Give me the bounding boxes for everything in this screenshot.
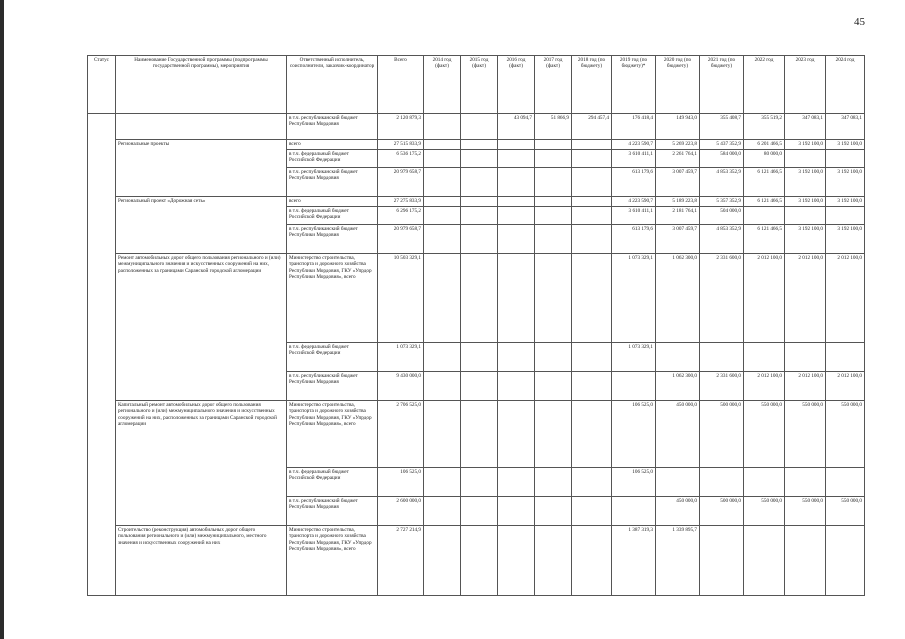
- year-cell: 149 943,0: [656, 114, 700, 140]
- year-cell: 5 357 352,9: [700, 197, 744, 207]
- responsible-cell: в т.ч. федеральный бюджет Российской Федерации: [287, 343, 378, 372]
- program-cell: Региональные проекты: [116, 140, 287, 197]
- year-cell: [535, 372, 572, 401]
- page-number: 45: [854, 16, 865, 28]
- year-cell: [498, 197, 535, 207]
- year-cell: [424, 401, 461, 468]
- total-cell: 2 600 000,0: [378, 497, 424, 526]
- year-cell: [572, 150, 612, 168]
- year-cell: 1 062 300,0: [656, 372, 700, 401]
- year-cell: [572, 526, 612, 596]
- year-cell: [424, 468, 461, 497]
- header-2024: 2024 год: [826, 56, 865, 114]
- year-cell: 1 062 300,0: [656, 254, 700, 343]
- year-cell: [535, 497, 572, 526]
- total-cell: 10 503 329,1: [378, 254, 424, 343]
- year-cell: [785, 150, 826, 168]
- year-cell: [535, 225, 572, 254]
- table-row: [88, 254, 865, 343]
- year-cell: [535, 526, 572, 596]
- year-cell: [424, 114, 461, 140]
- year-cell: [700, 468, 744, 497]
- year-cell: 3 192 100,0: [785, 225, 826, 254]
- program-cell: Строительство (реконструкция) автомобильных дорог общего пользования регионального и (или) межмуниципального, местного значения и искусственных сооружений на них: [116, 526, 287, 596]
- responsible-cell: Министерство строительства, транспорта и дорожного хозяйства Республики Мордовия, ГКУ «Упрдор Республики Мордовия», всего: [287, 254, 378, 343]
- responsible-cell: всего: [287, 140, 378, 150]
- year-cell: 6 121 466,5: [744, 168, 785, 197]
- table-row: [88, 401, 865, 468]
- year-cell: 4 223 590,7: [612, 197, 656, 207]
- year-cell: 3 192 100,0: [826, 197, 865, 207]
- header-2015: 2015 год (факт): [461, 56, 498, 114]
- year-cell: 6 121 466,5: [744, 197, 785, 207]
- year-cell: 3 610 411,1: [612, 207, 656, 225]
- year-cell: 176 418,4: [612, 114, 656, 140]
- year-cell: 2 181 764,1: [656, 207, 700, 225]
- budget-table: [87, 55, 865, 596]
- year-cell: [535, 168, 572, 197]
- year-cell: 294 457,4: [572, 114, 612, 140]
- year-cell: [744, 468, 785, 497]
- year-cell: [572, 140, 612, 150]
- program-cell: Региональный проект «Дорожная сеть»: [116, 197, 287, 254]
- table-body: [88, 114, 865, 596]
- table-row: [88, 197, 865, 207]
- year-cell: 3 192 100,0: [785, 140, 826, 150]
- year-cell: 504 000,0: [700, 207, 744, 225]
- header-status: Статус: [88, 56, 116, 114]
- year-cell: [612, 372, 656, 401]
- year-cell: 3 192 100,0: [785, 168, 826, 197]
- year-cell: [498, 168, 535, 197]
- year-cell: [498, 526, 535, 596]
- year-cell: [572, 207, 612, 225]
- header-2020: 2020 год (по бюджету): [656, 56, 700, 114]
- year-cell: [535, 150, 572, 168]
- year-cell: [744, 207, 785, 225]
- program-cell: [116, 114, 287, 140]
- responsible-cell: в т.ч. республиканский бюджет Республики Мордовия: [287, 225, 378, 254]
- year-cell: 584 000,0: [700, 150, 744, 168]
- year-cell: [461, 497, 498, 526]
- table-row: [88, 526, 865, 596]
- header-2021: 2021 год (по бюджету): [700, 56, 744, 114]
- total-cell: 2 706 525,0: [378, 401, 424, 468]
- year-cell: 500 000,0: [700, 497, 744, 526]
- header-2014: 2014 год (факт): [424, 56, 461, 114]
- year-cell: [700, 526, 744, 596]
- responsible-cell: в т.ч. республиканский бюджет Республики Мордовия: [287, 168, 378, 197]
- year-cell: [461, 254, 498, 343]
- year-cell: [461, 114, 498, 140]
- year-cell: 355 408,7: [700, 114, 744, 140]
- year-cell: 6 201 466,5: [744, 140, 785, 150]
- year-cell: [424, 372, 461, 401]
- year-cell: 2 012 100,0: [785, 254, 826, 343]
- total-cell: 9 430 000,0: [378, 372, 424, 401]
- year-cell: 1 339 895,7: [656, 526, 700, 596]
- year-cell: [535, 254, 572, 343]
- header-row: [88, 56, 865, 114]
- responsible-cell: в т.ч. республиканский бюджет Республики Мордовия: [287, 497, 378, 526]
- year-cell: [826, 468, 865, 497]
- year-cell: [461, 140, 498, 150]
- year-cell: 5 437 352,9: [700, 140, 744, 150]
- year-cell: [461, 526, 498, 596]
- year-cell: [535, 468, 572, 497]
- year-cell: [572, 225, 612, 254]
- total-cell: 20 979 658,7: [378, 225, 424, 254]
- header-2018: 2018 год (по бюджету): [572, 56, 612, 114]
- year-cell: [535, 207, 572, 225]
- header-responsible: Ответственный исполнитель, соисполнители, заказчик-координатор: [287, 56, 378, 114]
- total-cell: 1 073 329,1: [378, 343, 424, 372]
- year-cell: [498, 225, 535, 254]
- year-cell: [612, 497, 656, 526]
- year-cell: [785, 207, 826, 225]
- total-cell: 20 979 658,7: [378, 168, 424, 197]
- year-cell: [572, 168, 612, 197]
- year-cell: 500 000,0: [700, 401, 744, 468]
- program-cell: Ремонт автомобильных дорог общего пользования регионального и (или) межмуниципального значения и искусственных сооружений на них, расположенных за границами Саранской городской агломерации: [116, 254, 287, 401]
- year-cell: 347 083,1: [785, 114, 826, 140]
- year-cell: [498, 254, 535, 343]
- year-cell: [424, 497, 461, 526]
- total-cell: 106 525,0: [378, 468, 424, 497]
- year-cell: 450 000,0: [656, 497, 700, 526]
- year-cell: 355 519,2: [744, 114, 785, 140]
- year-cell: 3 192 100,0: [785, 197, 826, 207]
- year-cell: 51 866,9: [535, 114, 572, 140]
- year-cell: [424, 150, 461, 168]
- year-cell: [535, 343, 572, 372]
- year-cell: [498, 468, 535, 497]
- year-cell: 1 073 329,1: [612, 343, 656, 372]
- scan-edge: [0, 0, 4, 639]
- status-cell: [88, 114, 116, 596]
- year-cell: [498, 372, 535, 401]
- year-cell: 2 261 764,1: [656, 150, 700, 168]
- year-cell: 2 012 100,0: [744, 254, 785, 343]
- year-cell: [424, 343, 461, 372]
- year-cell: [461, 150, 498, 168]
- responsible-cell: всего: [287, 197, 378, 207]
- year-cell: [424, 526, 461, 596]
- year-cell: [424, 197, 461, 207]
- header-total: Всего: [378, 56, 424, 114]
- year-cell: [498, 140, 535, 150]
- year-cell: 613 179,6: [612, 168, 656, 197]
- year-cell: 5 269 223,8: [656, 140, 700, 150]
- year-cell: [744, 343, 785, 372]
- year-cell: 2 331 600,0: [700, 254, 744, 343]
- year-cell: [498, 343, 535, 372]
- year-cell: [572, 197, 612, 207]
- year-cell: 5 189 223,8: [656, 197, 700, 207]
- year-cell: [424, 140, 461, 150]
- year-cell: [461, 207, 498, 225]
- year-cell: 550 000,0: [826, 401, 865, 468]
- year-cell: 450 000,0: [656, 401, 700, 468]
- year-cell: [572, 372, 612, 401]
- responsible-cell: в т.ч. республиканский бюджет Республики Мордовия: [287, 114, 378, 140]
- responsible-cell: в т.ч. федеральный бюджет Российской Федерации: [287, 468, 378, 497]
- year-cell: 1 387 319,3: [612, 526, 656, 596]
- year-cell: [785, 468, 826, 497]
- year-cell: [656, 468, 700, 497]
- year-cell: 347 083,1: [826, 114, 865, 140]
- total-cell: 2 727 214,9: [378, 526, 424, 596]
- total-cell: 27 275 833,9: [378, 197, 424, 207]
- table-row: [88, 114, 865, 140]
- year-cell: 1 073 329,1: [612, 254, 656, 343]
- year-cell: [826, 207, 865, 225]
- year-cell: 4 853 352,9: [700, 225, 744, 254]
- responsible-cell: в т.ч. федеральный бюджет Российской Федерации: [287, 207, 378, 225]
- total-cell: 27 515 833,9: [378, 140, 424, 150]
- total-cell: 2 120 879,3: [378, 114, 424, 140]
- year-cell: 2 012 100,0: [826, 372, 865, 401]
- year-cell: 2 012 100,0: [785, 372, 826, 401]
- header-2019: 2019 год (по бюджету)*: [612, 56, 656, 114]
- year-cell: [461, 401, 498, 468]
- year-cell: [785, 343, 826, 372]
- year-cell: [461, 372, 498, 401]
- year-cell: [461, 225, 498, 254]
- year-cell: 2 331 600,0: [700, 372, 744, 401]
- header-2016: 2016 год (факт): [498, 56, 535, 114]
- year-cell: 3 610 411,1: [612, 150, 656, 168]
- year-cell: [424, 254, 461, 343]
- header-2017: 2017 год (факт): [535, 56, 572, 114]
- year-cell: [572, 497, 612, 526]
- year-cell: 43 094,7: [498, 114, 535, 140]
- year-cell: [826, 150, 865, 168]
- year-cell: [826, 343, 865, 372]
- year-cell: [572, 343, 612, 372]
- year-cell: 3 007 459,7: [656, 225, 700, 254]
- year-cell: 3 192 100,0: [826, 168, 865, 197]
- year-cell: [826, 526, 865, 596]
- year-cell: [656, 343, 700, 372]
- year-cell: [461, 343, 498, 372]
- responsible-cell: Министерство строительства, транспорта и дорожного хозяйства Республики Мордовия, ГКУ «Упрдор Республики Мордовия», всего: [287, 526, 378, 596]
- header-2022: 2022 год: [744, 56, 785, 114]
- year-cell: 106 525,0: [612, 468, 656, 497]
- year-cell: [744, 526, 785, 596]
- year-cell: 4 853 352,9: [700, 168, 744, 197]
- year-cell: [498, 497, 535, 526]
- year-cell: 550 000,0: [744, 401, 785, 468]
- responsible-cell: в т.ч. республиканский бюджет Республики Мордовия: [287, 372, 378, 401]
- table-row: [88, 140, 865, 150]
- year-cell: 550 000,0: [785, 497, 826, 526]
- year-cell: [424, 168, 461, 197]
- year-cell: 6 121 466,5: [744, 225, 785, 254]
- program-cell: Капитальный ремонт автомобильных дорог общего пользования регионального и (или) межмуниципального значения и искусственных сооружений на них, расположенных за границами Саранской городской агломерации: [116, 401, 287, 526]
- total-cell: 6 296 175,2: [378, 207, 424, 225]
- year-cell: [572, 468, 612, 497]
- responsible-cell: в т.ч. федеральный бюджет Российской Федерации: [287, 150, 378, 168]
- year-cell: [535, 401, 572, 468]
- year-cell: [535, 140, 572, 150]
- year-cell: 3 192 100,0: [826, 140, 865, 150]
- year-cell: 2 012 100,0: [744, 372, 785, 401]
- year-cell: [535, 197, 572, 207]
- year-cell: 80 000,0: [744, 150, 785, 168]
- year-cell: 2 012 100,0: [826, 254, 865, 343]
- year-cell: 106 525,0: [612, 401, 656, 468]
- year-cell: [700, 343, 744, 372]
- year-cell: [572, 401, 612, 468]
- year-cell: [498, 207, 535, 225]
- year-cell: [461, 468, 498, 497]
- year-cell: 550 000,0: [826, 497, 865, 526]
- year-cell: [785, 526, 826, 596]
- year-cell: [424, 225, 461, 254]
- year-cell: [498, 150, 535, 168]
- header-program: Наименование Государственной программы (подпрограммы государственной программы), мероприятия: [116, 56, 287, 114]
- year-cell: [461, 168, 498, 197]
- responsible-cell: Министерство строительства, транспорта и дорожного хозяйства Республики Мордовия, ГКУ «Упрдор Республики Мордовия», всего: [287, 401, 378, 468]
- year-cell: [461, 197, 498, 207]
- year-cell: 4 223 590,7: [612, 140, 656, 150]
- header-2023: 2023 год: [785, 56, 826, 114]
- year-cell: 3 192 100,0: [826, 225, 865, 254]
- year-cell: [572, 254, 612, 343]
- total-cell: 6 536 175,2: [378, 150, 424, 168]
- year-cell: 3 007 459,7: [656, 168, 700, 197]
- year-cell: [498, 401, 535, 468]
- year-cell: 550 000,0: [785, 401, 826, 468]
- year-cell: 613 179,6: [612, 225, 656, 254]
- year-cell: [424, 207, 461, 225]
- year-cell: 550 000,0: [744, 497, 785, 526]
